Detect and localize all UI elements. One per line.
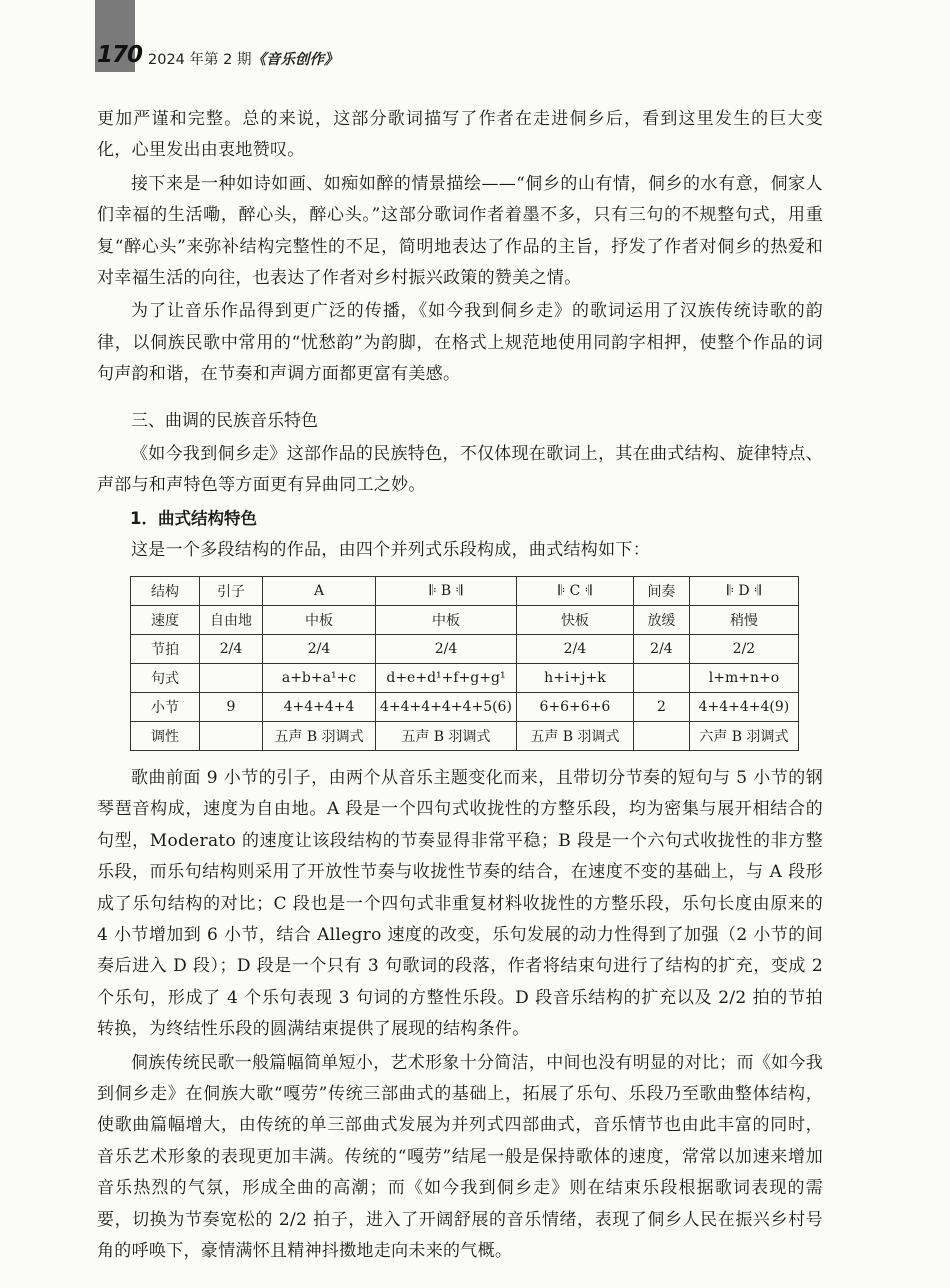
table-cell: 2/4 xyxy=(376,634,517,663)
table-cell: 𝄆 B 𝄇 xyxy=(376,576,517,605)
table-cell: 引子 xyxy=(200,576,263,605)
table-cell: h+i+j+k xyxy=(516,663,633,692)
table-cell: 2/4 xyxy=(516,634,633,663)
paragraph: 为了让音乐作品得到更广泛的传播，《如今我到侗乡走》的歌词运用了汉族传统诗歌的韵律，以侗族民歌中常用的“忧愁韵”为韵脚，在格式上规范地使用同韵字相押，使整个作品的词句声韵和谐，在节奏和声调方面都更富有美感。 xyxy=(97,301,823,385)
issue-label: 2024 年第 2 期 xyxy=(148,52,252,68)
table-row xyxy=(131,692,799,721)
table-row-header: 调性 xyxy=(131,721,200,750)
table-cell: 2/4 xyxy=(263,634,376,663)
table-cell: 六声 B 羽调式 xyxy=(689,721,798,750)
paragraph: 接下来是一种如诗如画、如痴如醉的情景描绘——“侗乡的山有情，侗乡的水有意，侗家人们幸福的生活嘞，醉心头，醉心头。”这部分歌词作者着墨不多，只有三句的不规整句式，用重复“醉心头”来弥补结构完整性的不足，简明地表达了作品的主旨，抒发了作者对侗乡的热爱和对幸福生活的向往，也表达了作者对乡村振兴政策的赞美之情。 xyxy=(97,173,823,289)
paragraph-continuation: 更加严谨和完整。总的来说，这部分歌词描写了作者在走进侗乡后，看到这里发生的巨大变化，心里发出由衷地赞叹。 xyxy=(97,109,823,161)
table-row-header: 句式 xyxy=(131,663,200,692)
table-cell: 2/4 xyxy=(200,634,263,663)
table-cell: 2/2 xyxy=(689,634,798,663)
article-body xyxy=(97,104,823,1267)
issue-line xyxy=(148,48,338,69)
table-intro: 这是一个多段结构的作品，由四个并列式乐段构成，曲式结构如下： xyxy=(131,540,650,561)
table-cell xyxy=(633,663,689,692)
table-cell: d+e+d¹+f+g+g¹ xyxy=(376,663,517,692)
table-cell: a+b+a¹+c xyxy=(263,663,376,692)
table-cell: 4+4+4+4(9) xyxy=(689,692,798,721)
form-structure-table xyxy=(130,576,799,751)
table-cell: 五声 B 羽调式 xyxy=(516,721,633,750)
journal-title: 《音乐创作》 xyxy=(251,52,339,68)
table-cell: 4+4+4+4 xyxy=(263,692,376,721)
table-row-header: 速度 xyxy=(131,605,200,634)
table-row-header: 节拍 xyxy=(131,634,200,663)
table-cell: 𝄆 C 𝄇 xyxy=(516,576,633,605)
section-intro: 《如今我到侗乡走》这部作品的民族特色，不仅体现在歌词上，其在曲式结构、旋律特点、声部与和声特色等方面更有异曲同工之妙。 xyxy=(97,443,823,496)
table-cell: 2/4 xyxy=(633,634,689,663)
page-number: 170 xyxy=(97,42,143,68)
table-cell: 中板 xyxy=(263,605,376,634)
table-cell xyxy=(200,663,263,692)
subsection-heading: 1．曲式结构特色 xyxy=(130,509,257,529)
table-cell xyxy=(633,721,689,750)
table-cell: 𝄆 D 𝄇 xyxy=(689,576,798,605)
table-row xyxy=(131,634,799,663)
table-cell: 6+6+6+6 xyxy=(516,692,633,721)
table-cell: 稍慢 xyxy=(689,605,798,634)
table-cell: l+m+n+o xyxy=(689,663,798,692)
table-cell: 五声 B 羽调式 xyxy=(376,721,517,750)
table-cell: 2 xyxy=(633,692,689,721)
table-cell: A xyxy=(263,576,376,605)
table-row-header: 结构 xyxy=(131,576,200,605)
table-row xyxy=(131,663,799,692)
table-cell: 自由地 xyxy=(200,605,263,634)
table-cell: 中板 xyxy=(376,605,517,634)
table-cell: 快板 xyxy=(516,605,633,634)
table-cell: 9 xyxy=(200,692,263,721)
table-row-header: 小节 xyxy=(131,692,200,721)
table-cell: 五声 B 羽调式 xyxy=(263,721,376,750)
section-heading: 三、曲调的民族音乐特色 xyxy=(131,410,318,431)
table-cell: 放缓 xyxy=(633,605,689,634)
table-cell: 4+4+4+4+4+5(6) xyxy=(376,692,517,721)
paragraph: 歌曲前面 9 小节的引子，由两个从音乐主题变化而来，且带切分节奏的短句与 5 小节的钢琴琶音构成，速度为自由地。A 段是一个四句式收拢性的方整乐段，均为密集与展开相结合的句型，Moderato 的速度让该段结构的节奏显得非常平稳；B 段是一个六句式收拢性的非方整乐段，而乐句结构则采用了开放性节奏与收拢性节奏的结合，在速度不变的基础上，与 A 段形成了乐句结构的对比；C 段也是一个四句式非重复材料收拢性的方整乐段，乐句长度由原来的 4 小节增加到 6 小节，结合 Allegro 速度的改变，乐句发展的动力性得到了加强（2 小节的间奏后进入 D 段）；D 段是一个只有 3 句歌词的段落，作者将结束句进行了结构的扩充，变成 2 个乐句，形成了 4 个乐句表现 3 句词的方整性乐段。D 段音乐结构的扩充以及 2/2 拍的节拍转换，为终结性乐段的圆满结束提供了展现的结构条件。 xyxy=(97,767,823,1040)
table-cell xyxy=(200,721,263,750)
page-header xyxy=(95,0,855,72)
table-row xyxy=(131,605,799,634)
table-cell: 间奏 xyxy=(633,576,689,605)
table-row xyxy=(131,576,799,605)
paragraph: 侗族传统民歌一般篇幅简单短小，艺术形象十分简洁，中间也没有明显的对比；而《如今我到侗乡走》在侗族大歌“嘎劳”传统三部曲式的基础上，拓展了乐句、乐段乃至歌曲整体结构，使歌曲篇幅增大，由传统的单三部曲式发展为并列式四部曲式，音乐情节也由此丰富的同时，音乐艺术形象的表现更加丰满。传统的“嘎劳”结尾一般是保持歌体的速度，常常以加速来增加音乐热烈的气氛，形成全曲的高潮；而《如今我到侗乡走》则在结束乐段根据歌词表现的需要，切换为节奏宽松的 2/2 拍子，进入了开阔舒展的音乐情绪，表现了侗乡人民在振兴乡村号角的呼唤下，豪情满怀且精神抖擞地走向未来的气概。 xyxy=(97,1052,823,1261)
table-row xyxy=(131,721,799,750)
